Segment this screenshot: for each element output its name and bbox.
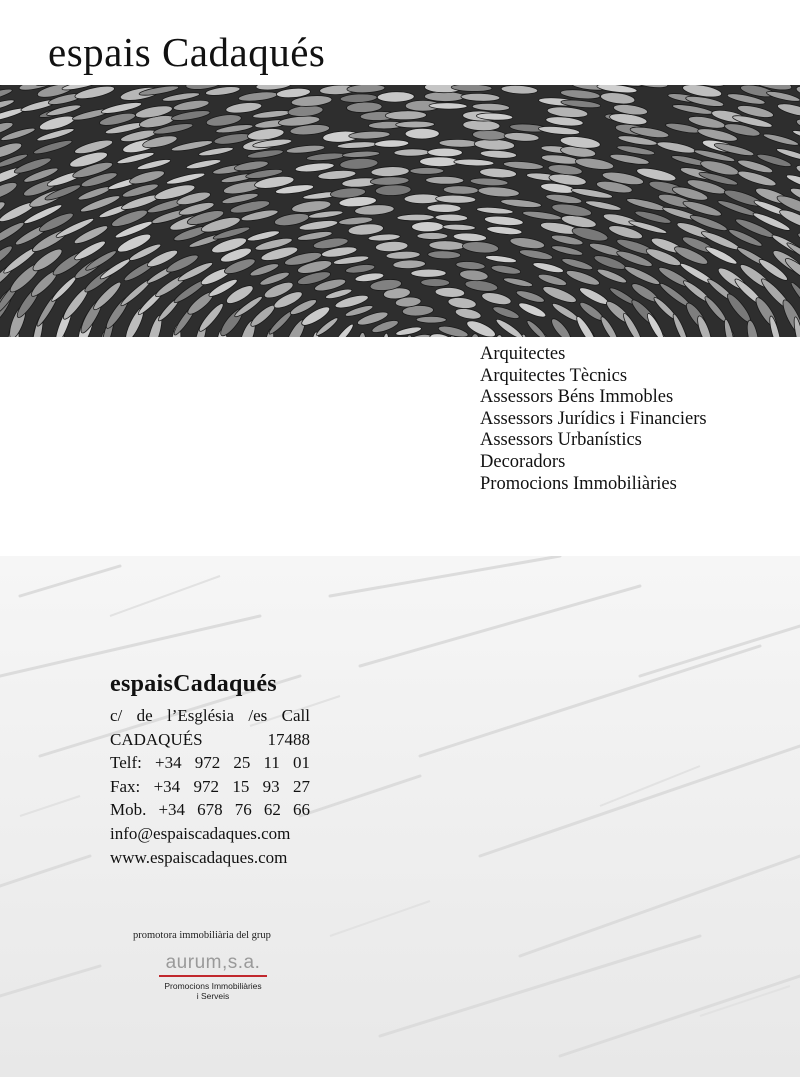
logo-subtitle: Promocions Immobiliàries [164,981,262,991]
phone-part: 01 [292,753,310,773]
fax-part: Fax: [110,776,141,796]
fax-part: 15 [232,776,250,796]
phone-part: Telf: [110,753,142,773]
fax-part: +34 [153,776,181,796]
fax-part: 27 [292,776,310,796]
service-item: Arquitectes Tècnics [480,365,628,386]
service-item: Arquitectes [480,344,566,364]
city-line [110,728,310,752]
mobile-part: 66 [292,800,310,820]
service-item: Assessors Jurídics i Financiers [480,408,707,429]
services-list [480,344,707,495]
service-item: Assessors Urbanístics [480,430,642,451]
address-word: Call [281,706,310,725]
service-item: Decoradors [480,451,566,472]
service-item: Promocions Immobiliàries [480,473,677,494]
contact-brand: espaisCadaqués [110,671,277,697]
promo-label: promotora immobiliària del grup [133,930,271,941]
mobile-part: Mob. [110,800,147,820]
city-name: CADAQUÉS [110,729,203,749]
contact-block [110,668,310,869]
mobile-part: +34 [158,800,186,820]
logo-subtitle: i Serveis [196,991,230,1001]
phone-part: 11 [263,753,280,773]
fax-part: 972 [193,776,219,796]
fax-part: 93 [262,776,280,796]
postal-code: 17488 [267,729,310,749]
address-word: c/ [110,706,123,725]
email-link[interactable]: info@espaiscadaques.com [110,823,291,843]
phone-part: 972 [194,753,221,773]
address-word: /es [248,706,268,725]
fax-line [110,775,310,799]
mobile-line [110,798,310,822]
logo-underline [159,975,267,977]
phone-line [110,751,310,775]
aurum-logo [148,952,278,1001]
mobile-part: 678 [197,800,223,820]
page-title: espais Cadaqués [48,29,326,75]
phone-part: +34 [154,753,182,773]
address-word: de [136,706,153,725]
service-item: Assessors Béns Immobles [480,387,674,408]
mobile-part: 76 [234,800,252,820]
mobile-part: 62 [263,800,281,820]
phone-part: 25 [233,753,251,773]
aurum-logo-text: aurum,s.a. [165,952,261,973]
website-link[interactable]: www.espaiscadaques.com [110,847,288,867]
pebble-mosaic-photo [0,85,800,337]
address-word: l’Església [167,706,235,725]
address-line [110,704,310,728]
